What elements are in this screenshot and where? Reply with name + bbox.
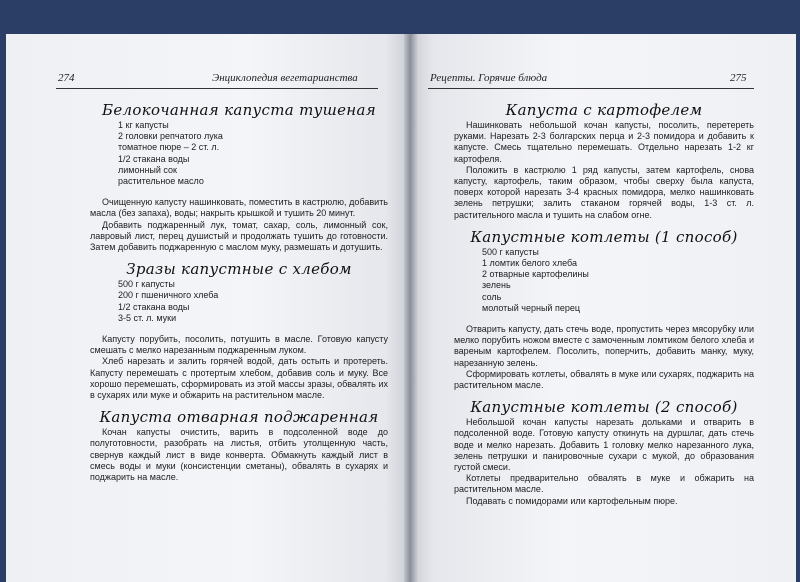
recipe-paragraph: Сформировать котлеты, обвалять в муке или сухарях, поджарить на растительном масле.: [454, 368, 754, 391]
left-page: [6, 34, 410, 582]
ingredient-line: 500 г капусты: [118, 279, 175, 290]
recipe-paragraph: Подавать с помидорами или картофельным пюре.: [466, 495, 678, 506]
recipe-paragraph: Отварить капусту, дать стечь воде, пропустить через мясорубку или мелко порубить ножом вместе с замоченным ломтиком белого хлеба и вареным картофелем. Посолить, поперчить, добавить манку, муку, нарезанную зелень.: [454, 324, 754, 368]
ingredient-line: соль: [482, 291, 502, 302]
recipe-paragraph: Небольшой кочан капусты нарезать дольками и отварить в подсоленной воде. Готовую капусту откинуть на дуршлаг, дать стечь воде и мелко нарезать. Добавить 1 головку мелко нарезанного лука, зелень петрушки и панировочные сухари с мукой, до образования густой смеси.: [454, 417, 754, 473]
right-running-head: Рецепты. Горячие блюда: [430, 72, 548, 84]
recipe-paragraph: Добавить поджаренный лук, томат, сахар, соль, лимонный сок, лавровый лист, перец душистый и продолжать тушить до готовности. Затем добавить поджаренную с маслом муку, размешать и дотушить.: [90, 219, 388, 253]
right-header-rule: [428, 88, 754, 89]
ingredient-line: 1 кг капусты: [118, 120, 169, 130]
ingredient-line: 2 головки репчатого лука: [118, 131, 223, 142]
ingredient-line: лимонный сок: [118, 164, 177, 175]
recipe-title: Зразы капустные с хлебом: [126, 260, 352, 279]
recipe-paragraph: Нашинковать небольшой кочан капусты, посолить, перетереть руками. Нарезать 2-3 болгарских перца и 2-3 помидора и добавить к капусте. Смесь тщательно перемешать. Отдельно нарезать 1-2 кг картофеля.: [454, 120, 754, 164]
recipe-paragraph: Очищенную капусту нашинковать, поместить в кастрюлю, добавить масла (без запаха), воды; накрыть крышкой и тушить 20 минут.: [90, 197, 388, 219]
book-gutter: [404, 34, 418, 582]
recipe-paragraph: Положить в кастрюлю 1 ряд капусты, затем картофель, снова капусту, картофель, таким образом, чтобы сверху была капуста, поверх которой нарезать 3-4 красных помидора, мелко нашинковать зелень петрушки; залить стаканом горячей воды, 1-3 ст. л. растительного масла и тушить на слабом огне.: [454, 164, 754, 220]
recipe-paragraph: Хлеб нарезать и залить горячей водой, дать остыть и протереть. Капусту перемешать с протертым хлебом, добавив соль и муку. Все хорошо перемешать, сформировать из этой массы зразы, обвалять их в сухарях или муке и обжарить на растительном масле.: [90, 356, 388, 401]
left-running-head: Энциклопедия вегетарианства: [212, 72, 358, 84]
ingredient-line: 3-5 ст. л. муки: [118, 312, 177, 323]
ingredient-line: 1/2 стакана воды: [118, 301, 190, 312]
ingredient-line: 200 г пшеничного хлеба: [118, 290, 219, 301]
ingredient-line: 500 г капусты: [482, 246, 539, 257]
recipe-title: Капуста отварная поджаренная: [99, 408, 379, 427]
ingredient-line: молотый черный перец: [482, 302, 580, 313]
recipe-paragraph: Капусту порубить, посолить, потушить в масле. Готовую капусту смешать с мелко нарезанным поджаренным луком.: [90, 334, 388, 356]
ingredient-line: 2 отварные картофелины: [482, 269, 589, 280]
recipe-title: Капуста с картофелем: [505, 101, 703, 119]
recipe-paragraph: Кочан капусты очистить, варить в подсоленной воде до полуготовности, разобрать на листья, отбить утолщенную часть, свернув каждый лист в виде конверта. Обмакнуть каждый лист в смесь воды и муки (консистенции сметаны), обвалять в сухарях и поджарить на масле.: [90, 427, 388, 483]
right-page-number: 275: [730, 72, 747, 84]
right-page: [410, 34, 796, 582]
recipe-paragraph: Котлеты предварительно обвалять в муке и обжарить на растительном масле.: [454, 473, 754, 495]
recipe-title: Капустные котлеты (1 способ): [470, 227, 738, 246]
book-spread: [6, 34, 796, 582]
left-header-rule: [56, 88, 378, 89]
ingredient-line: 1 ломтик белого хлеба: [482, 258, 577, 269]
recipe-title: Белокочанная капуста тушеная: [102, 101, 376, 119]
ingredient-line: зелень: [482, 280, 511, 291]
right-text-column: [454, 100, 754, 507]
left-page-number: 274: [58, 72, 75, 84]
ingredient-line: томатное пюре – 2 ст. л.: [118, 142, 220, 153]
recipe-title: Капустные котлеты (2 способ): [470, 398, 738, 417]
ingredient-line: растительное масло: [118, 176, 204, 187]
ingredient-line: 1/2 стакана воды: [118, 153, 190, 164]
left-text-column: [90, 100, 388, 483]
